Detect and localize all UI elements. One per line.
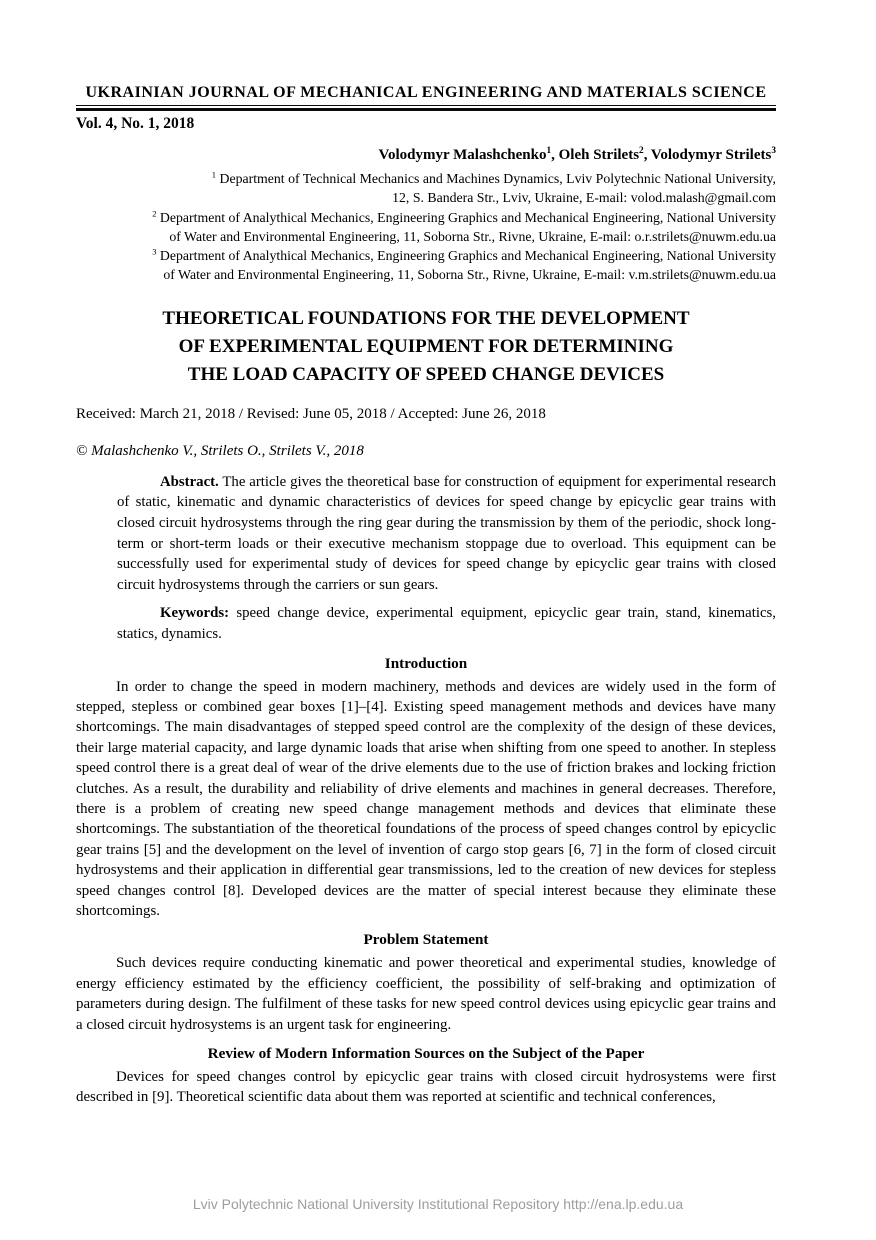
keywords-text: speed change device, experimental equipment, epicyclic gear train, stand, kinematics, statics, dynamics. (117, 605, 776, 642)
header-rule-thick (76, 108, 776, 111)
volume-issue-line: Vol. 4, No. 1, 2018 (76, 115, 195, 132)
paper-title (76, 305, 776, 389)
affiliation-number: 2 (152, 208, 157, 218)
keywords-label: Keywords: (160, 605, 230, 622)
abstract-block (117, 472, 776, 645)
affiliation-text: of Water and Environmental Engineering, 11, Soborna Str., Rivne, Ukraine, E-mail: v.m.strilets@nuwm.edu.ua (163, 267, 776, 283)
author-affiliation-ref: 3 (771, 146, 776, 156)
section-heading-review-of-sources: Review of Modern Information Sources on the Subject of the Paper (207, 1045, 645, 1063)
affiliations-block (76, 169, 776, 285)
affiliation-number: 1 (211, 169, 217, 180)
affiliation-text: Department of Analythical Mechanics, Engineering Graphics and Mechanical Engineering, National University (156, 248, 776, 264)
header-rule-thin (76, 105, 776, 106)
affiliation-line (76, 265, 776, 284)
abstract-paragraph (117, 472, 776, 596)
keywords-paragraph (117, 603, 776, 644)
affiliation-line (76, 227, 776, 246)
repository-footer: Lviv Polytechnic National University Institutional Repository http://ena.lp.edu.ua (192, 1196, 684, 1212)
section-heading-introduction: Introduction (384, 654, 468, 672)
affiliation-text: Department of Technical Mechanics and Machines Dynamics, Lviv Polytechnic National University, (216, 171, 776, 186)
copyright-line: © Malashchenko V., Strilets O., Strilets V., 2018 (76, 442, 364, 459)
affiliation-text: of Water and Environmental Engineering, 11, Soborna Str., Rivne, Ukraine, E-mail: o.r.strilets@nuwm.edu.ua (169, 228, 776, 244)
author-affiliation-ref: 2 (639, 146, 644, 156)
journal-title: UKRAINIAN JOURNAL OF MECHANICAL ENGINEERING AND MATERIALS SCIENCE (85, 84, 767, 101)
problem-statement-paragraph: Such devices require conducting kinematic and power theoretical and experimental studies, knowledge of energy efficiency estimated by the efficiency coefficient, the possibility of self-braking and optimization of parameters during design. The fulfilment of these tasks for new speed control devices using epicyclic gear trains and a closed circuit hydrosystems is an urgent task for engineering. (76, 955, 776, 1033)
affiliation-line (76, 188, 776, 207)
received-revised-accepted-line: Received: March 21, 2018 / Revised: June 05, 2018 / Accepted: June 26, 2018 (76, 405, 546, 422)
paper-title-line: OF EXPERIMENTAL EQUIPMENT FOR DETERMINING (178, 335, 674, 357)
authors-line (76, 147, 776, 164)
affiliation-line (76, 208, 776, 227)
affiliation-number: 3 (152, 246, 157, 257)
paper-title-line: THEORETICAL FOUNDATIONS FOR THE DEVELOPMENT (162, 307, 690, 329)
abstract-label: Abstract. (160, 473, 219, 490)
paper-title-line: THE LOAD CAPACITY OF SPEED CHANGE DEVICES (187, 363, 665, 385)
affiliation-text: 12, S. Bandera Str., Lviv, Ukraine, E-mail: volod.malash@gmail.com (392, 190, 776, 206)
author-name: , Oleh Strilets (551, 147, 640, 163)
section-heading-problem-statement: Problem Statement (363, 931, 489, 949)
review-paragraph: Devices for speed changes control by epicyclic gear trains with closed circuit hydrosystems were first described in [9]. Theoretical scientific data about them was reported at scientific and technical conferences, (76, 1069, 776, 1106)
page-content (76, 0, 776, 1108)
introduction-paragraph: In order to change the speed in modern machinery, methods and devices are widely used in the form of stepped, stepless or combined gear boxes [1]–[4]. Existing speed management methods and devices have many shortcomings. The main disadvantages of stepped speed control are the complexity of the design of these devices, their large material capacity, and large dynamic loads that arise when shifting from one speed to another. In stepless speed control there is a great deal of wear of the drive elements due to the use of friction brakes and locking friction clutches. As a result, the durability and reliability of drive elements and machines in general decreases. Therefore, there is a problem of creating new speed change management methods and devices that eliminate these shortcomings. The substantiation of the theoretical foundations of the process of speed changes control by epicyclic gear trains [5] and the development on the level of invention of cargo stop gears [6, 7] in the form of closed circuit hydrosystems and their application in differential gear transmissions, led to the creation of new devices for stepless speed changes control [8]. Developed devices are the matter of special interest because they eliminate these shortcomings. (76, 678, 776, 919)
author-name: , Volodymyr Strilets (643, 147, 772, 163)
affiliation-text: Department of Analythical Mechanics, Engineering Graphics and Mechanical Engineering, National University (156, 209, 776, 225)
author-name: Volodymyr Malashchenko (378, 147, 547, 163)
author-affiliation-ref: 1 (546, 146, 552, 156)
abstract-text: The article gives the theoretical base for construction of equipment for experimental research of static, kinematic and dynamic characteristics of devices for speed change by epicyclic gear trains with closed circuit hydrosystems through the ring gear during the transmission by them of the periodic, shock long-term or short-term loads or their executive mechanism stoppage due to overload. This equipment can be successfully used for experimental study of devices for speed change by epicyclic gear trains with closed circuit hydrosystems through the carriers or sun gears. (117, 473, 776, 593)
affiliation-line (76, 169, 776, 188)
affiliation-line (76, 246, 776, 265)
